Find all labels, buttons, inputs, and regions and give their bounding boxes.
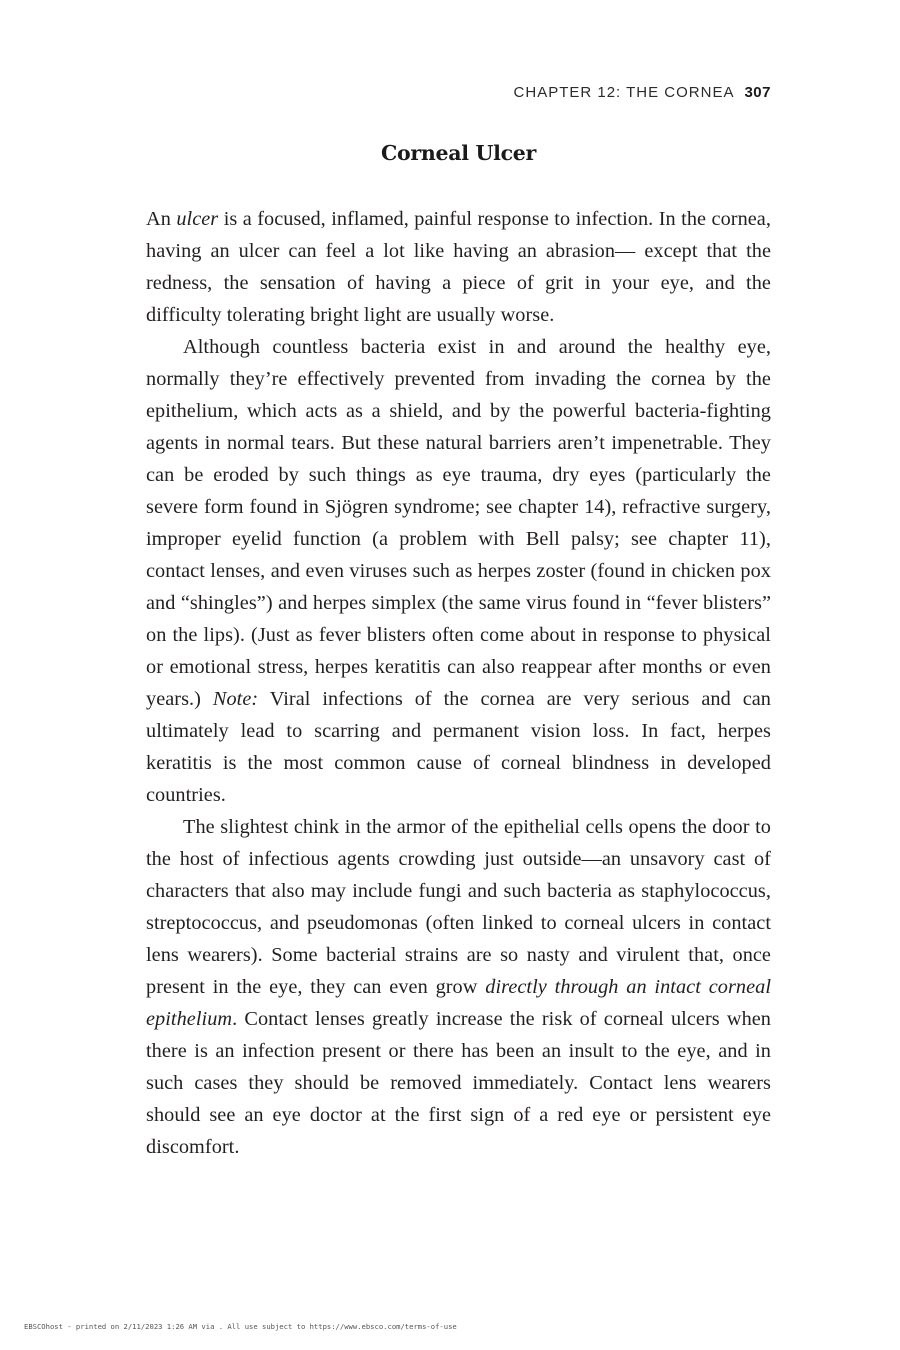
paragraph-2 — [146, 331, 771, 811]
paragraph-2-text-c: Viral infections of the cornea are very serious and can ultimately lead to scarring and permanent vision loss. In fact, herpes keratitis is the most common cause of corneal blindness in developed countries. — [146, 688, 771, 806]
chapter-title: CHAPTER 12: THE CORNEA — [513, 84, 735, 101]
section-title: Corneal Ulcer — [380, 141, 537, 165]
paragraph-3-emphasis: directly through an intact corneal epithelium — [146, 976, 772, 1030]
paragraph-1 — [146, 203, 771, 331]
paragraph-1-text-c: is a focused, inflamed, painful response to infection. In the cornea, having an ulcer can feel a lot like having an abrasion— except that the redness, the sensation of having a piece of grit in your eye, and the difficulty tolerating bright light are usually worse. — [146, 208, 771, 326]
paragraph-2-emphasis: Note: — [212, 688, 259, 710]
print-footer: EBSCOhost - printed on 2/11/2023 1:26 AM via . All use subject to https://www.ebsco.com/terms-of-use — [24, 1322, 457, 1331]
running-header — [514, 84, 771, 101]
paragraph-1-emphasis: ulcer — [176, 208, 219, 230]
paragraph-2-text-a: Although countless bacteria exist in and around the healthy eye, normally they’re effectively prevented from invading the cornea by the epithelium, which acts as a shield, and by the powerful bacteria-fighting agents in normal tears. But these natural barriers aren’t impenetrable. They can be eroded by such things as eye trauma, dry eyes (particularly the severe form found in Sjögren syndrome; see chapter 14), refractive surgery, improper eyelid function (a problem with Bell palsy; see chapter 11), contact lenses, and even viruses such as herpes zoster (found in chicken pox and “shingles”) and herpes simplex (the same virus found in “fever blisters” on the lips). (Just as fever blisters often come about in response to physical or emotional stress, herpes keratitis can also reappear after months or even years.) — [146, 336, 771, 710]
paragraph-1-text-a: An — [146, 208, 177, 230]
paragraph-3-text-a: The slightest chink in the armor of the epithelial cells opens the door to the host of infectious agents crowding just outside—an unsavory cast of characters that also may include fungi and such bacteria as staphylococcus, streptococcus, and pseudomonas (often linked to corneal ulcers in contact lens wearers). Some bacterial strains are so nasty and virulent that, once present in the eye, they can even grow — [146, 816, 771, 998]
body-text — [146, 203, 771, 1163]
paragraph-3-text-c: . Contact lenses greatly increase the risk of corneal ulcers when there is an infection present or there has been an insult to the eye, and in such cases they should be removed immediately. Contact lens wearers should see an eye doctor at the first sign of a red eye or persistent eye discomfort. — [146, 1008, 771, 1158]
paragraph-3 — [146, 811, 771, 1163]
page-number: 307 — [744, 84, 771, 101]
